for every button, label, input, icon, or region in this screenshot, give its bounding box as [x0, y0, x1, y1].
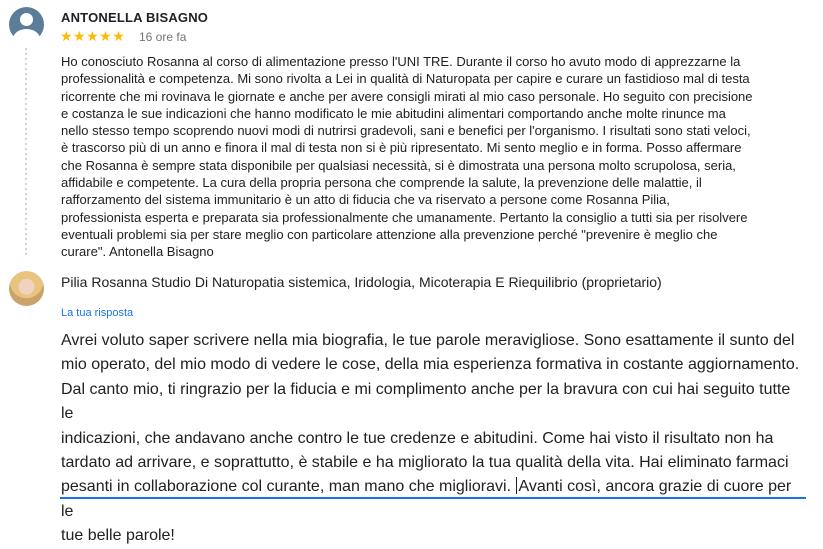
reply-label: La tua risposta [61, 307, 134, 319]
reviewer-name[interactable]: ANTONELLA BISAGNO [61, 10, 209, 25]
thread-connector-line [25, 48, 27, 256]
owner-name: Pilia Rosanna Studio Di Naturopatia sistemica, Iridologia, Micoterapia E Riequilibrio (proprietario) [61, 274, 662, 290]
star-rating-icon: ★★★★★ [60, 28, 126, 44]
review-text: Ho conosciuto Rosanna al corso di alimentazione presso l'UNI TRE. Durante il corso ho avuto modo di apprezzarne la professionalità e competenza. Mi sono rivolta a Lei in qualità di Naturopata per capire e curare un fastidioso mal di testa ricorrente che mi rovinava le giornate e anche per avere consigli mirati al mio caso personale. Ho seguito con precisione e costanza le sue indicazioni che hanno modificato le mie abitudini alimentari comportando anche molte rinunce ma nello stesso tempo scoprendo nuovi modi di nutrirsi gradevoli, sani e benefici per l'organismo. I risultati sono stati veloci, è trascorso più di un anno e finora il mal di testa non si è più ripresentato. Mi sento meglio e in forma. Posso affermare che Rosanna è sempre stata disponibile per qualsiasi necessità, si è dimostrata una persona molto scrupolosa, seria, affidabile e competente. La cura della propria persona che comprende la salute, la prevenzione delle malattie, il rafforzamento del sistema immunitario è un atto di fiducia che va riservato a persone come Rosanna Pilia, professionista esperta e preparata sia professionalmente che umanamente. Pertanto la consiglio a tutti sia per risolvere eventuali problemi sia per stare meglio con particolare attenzione alla prevenzione perché "prevenire è meglio che curare". Antonella Bisagno [61, 54, 753, 260]
reply-text-before-caret: Avrei voluto saper scrivere nella mia biografia, le tue parole meravigliose. Sono esattamente il sunto del mio operato, del mio modo di vedere le cose, della mia esperienza formativa in costante aggiornamento. Dal canto mio, ti ringrazio per la fiducia e mi complimento anche per la bravura con cui hai seguito tutte le indicazioni, che andavano anche contro le tue credenze e abitudini. Come hai visto il risultato non ha tardato ad arrivare, e soprattutto, è stabile e ha migliorato la tua qualità della vita. Hai eliminato farmaci pesanti in collaborazione col curante, man mano che miglioravi. [61, 332, 800, 496]
avatar-shoulders-shape [13, 29, 40, 49]
reply-text-after-caret: Avanti così, ancora grazie di cuore per le tue belle parole! [61, 478, 792, 545]
owner-avatar [9, 271, 44, 306]
reply-textarea[interactable] [60, 326, 806, 545]
review-timestamp: 16 ore fa [139, 30, 187, 44]
reviewer-avatar[interactable] [9, 7, 44, 42]
reply-text[interactable] [61, 329, 807, 549]
avatar-head-shape [20, 13, 33, 26]
